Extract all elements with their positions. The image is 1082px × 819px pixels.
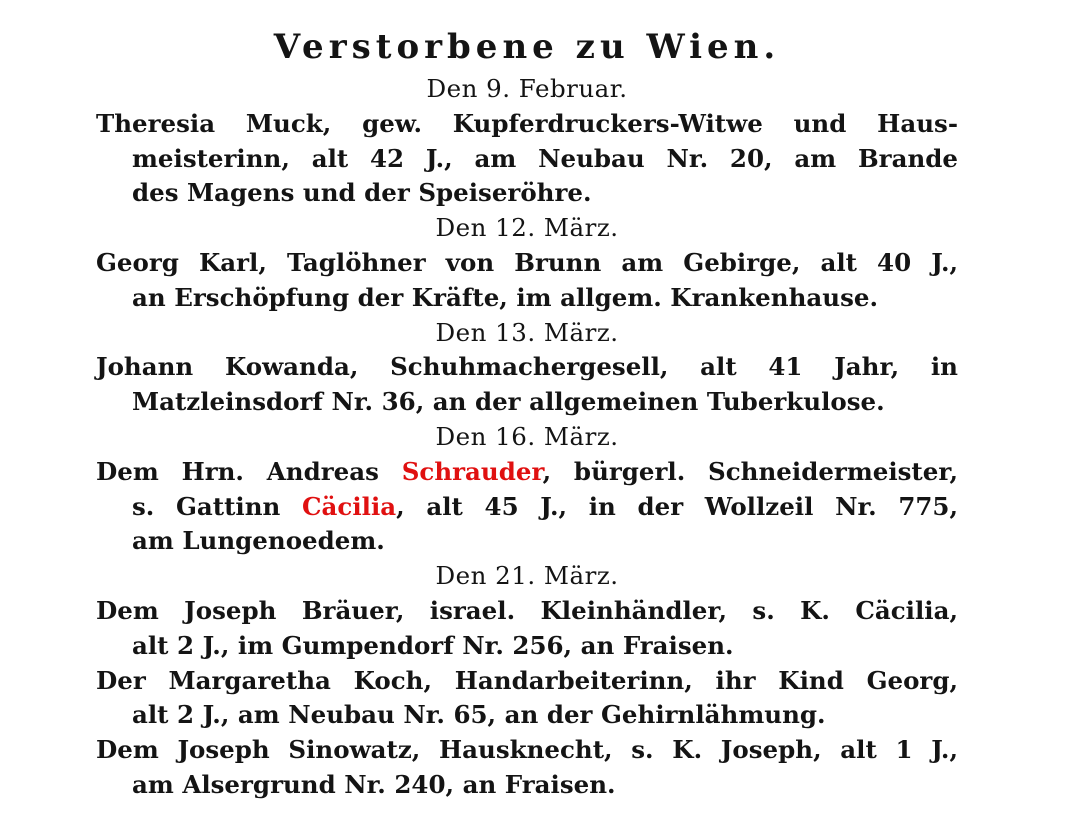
entry-line — [96, 455, 958, 490]
date-heading: Den 9. Februar. — [426, 74, 628, 103]
page-title: Verstorbene zu Wien. — [273, 27, 781, 67]
entry-text: , bürgerl. Schneidermeister, — [542, 456, 958, 486]
entry-line: Theresia Muck, gew. Kupferdruckers-Witwe und Haus- — [96, 108, 958, 138]
entry-line: Dem Joseph Sinowatz, Hausknecht, s. K. Joseph, alt 1 J., — [96, 735, 958, 765]
entry-line: an Erschöpfung der Kräfte, im allgem. Krankenhause. — [132, 282, 878, 312]
entry-line: am Lungenoedem. — [132, 526, 385, 556]
date-heading: Den 12. März. — [435, 213, 619, 243]
entry-line: Johann Kowanda, Schuhmachergesell, alt 41 Jahr, in — [96, 352, 958, 382]
entry-line: am Alsergrund Nr. 240, an Fraisen. — [132, 769, 616, 799]
entry-line: des Magens und der Speiseröhre. — [132, 178, 592, 208]
date-heading: Den 21. März. — [435, 561, 619, 591]
entry-line: alt 2 J., im Gumpendorf Nr. 256, an Fraisen. — [132, 630, 734, 660]
newspaper-clipping — [96, 22, 958, 812]
date-heading: Den 13. März. — [435, 317, 619, 347]
entry-line: meisterinn, alt 42 J., am Neubau Nr. 20, am Brande — [132, 143, 958, 173]
entry-line: Matzleinsdorf Nr. 36, an der allgemeinen Tuberkulose. — [132, 387, 885, 417]
entry-line: Dem Joseph Bräuer, israel. Kleinhändler, s. K. Cäcilia, — [96, 595, 958, 625]
highlighted-given-name: Cäcilia — [302, 491, 397, 521]
entry-line: Georg Karl, Taglöhner von Brunn am Gebirge, alt 40 J., — [96, 247, 958, 277]
entry-line — [96, 490, 958, 525]
entry-line: alt 2 J., am Neubau Nr. 65, an der Gehirnlähmung. — [132, 700, 826, 730]
entry-text: Dem Hrn. Andreas — [96, 456, 402, 486]
entry-text: s. Gattinn — [132, 491, 303, 521]
date-heading: Den 16. März. — [435, 421, 619, 451]
entry-text: , alt 45 J., in der Wollzeil Nr. 775, — [396, 491, 958, 521]
highlighted-surname: Schrauder — [401, 456, 543, 486]
entry-line: Der Margaretha Koch, Handarbeiterinn, ihr Kind Georg, — [96, 665, 958, 695]
